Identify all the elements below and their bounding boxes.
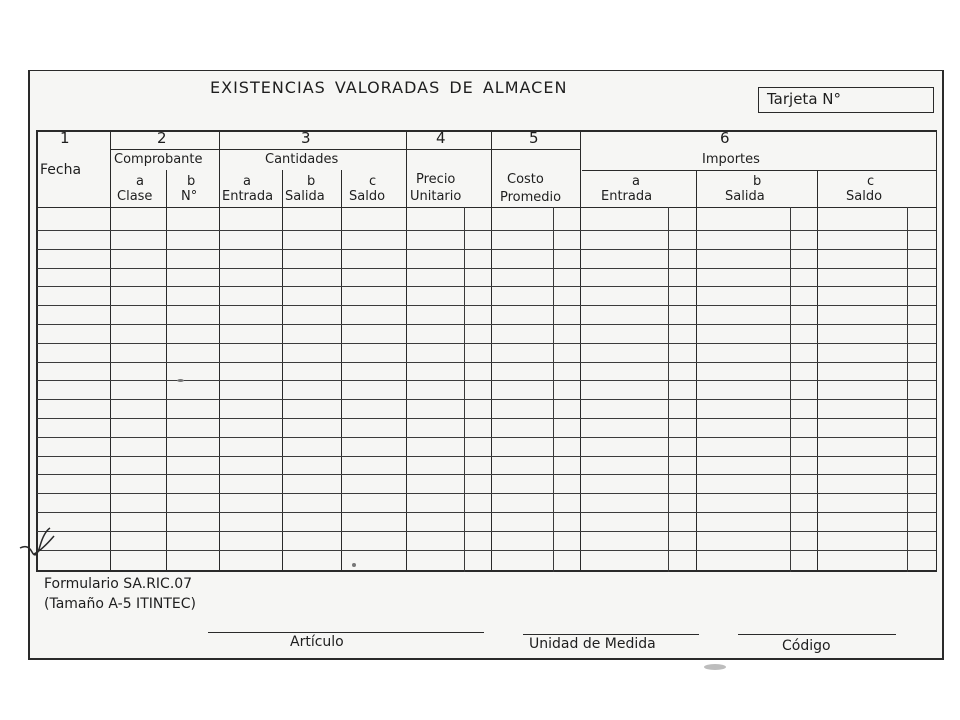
unit-label: Unidad de Medida	[529, 636, 656, 652]
ledger-row-line[interactable]	[37, 362, 936, 363]
column-number: 1	[60, 129, 70, 147]
subcolumn-header-saldo: Saldo	[846, 189, 883, 204]
article-line[interactable]	[208, 632, 484, 633]
subcolumn-header-entrada: Entrada	[222, 189, 274, 204]
column-header-costo: Costo	[507, 172, 544, 187]
column-number: 4	[436, 129, 446, 147]
ledger-row-line[interactable]	[37, 268, 936, 269]
subcolumn-header-clase: Clase	[117, 189, 153, 204]
column-header-comprobante: Comprobante	[114, 152, 203, 167]
cents-divider	[907, 207, 908, 572]
column-header-importes: Importes	[702, 152, 760, 167]
form-size-note: (Tamaño A-5 ITINTEC)	[44, 596, 196, 612]
ledger-row-line[interactable]	[37, 249, 936, 250]
ledger-row-line[interactable]	[37, 380, 936, 381]
header-bottom-line	[37, 207, 936, 208]
ledger-row-line[interactable]	[37, 493, 936, 494]
card-number-field[interactable]: Tarjeta N°	[758, 87, 934, 113]
cents-divider	[790, 207, 791, 572]
subcolumn-letter: b	[187, 174, 196, 189]
column-header-precio: Precio	[416, 172, 456, 187]
subcolumn-header-numero: N°	[181, 189, 198, 204]
ledger-row-line[interactable]	[37, 343, 936, 344]
ledger-row-line[interactable]	[37, 437, 936, 438]
subcolumn-letter: b	[307, 174, 316, 189]
column-header-cantidades: Cantidades	[265, 152, 339, 167]
ledger-row-line[interactable]	[37, 305, 936, 306]
ledger-row-line[interactable]	[37, 456, 936, 457]
subcolumn-letter: a	[632, 174, 640, 189]
ledger-row-line[interactable]	[37, 230, 936, 231]
ledger-row-line[interactable]	[37, 399, 936, 400]
subcolumn-header-salida: Salida	[725, 189, 765, 204]
ledger-row-line[interactable]	[37, 512, 936, 513]
ledger-row-line[interactable]	[37, 531, 936, 532]
column-number: 3	[301, 129, 311, 147]
scribble-mark-icon	[14, 522, 62, 564]
form-code: Formulario SA.RIC.07	[44, 576, 193, 592]
subcolumn-letter: a	[136, 174, 144, 189]
column-divider	[491, 130, 492, 572]
column-header-fecha: Fecha	[40, 162, 82, 178]
code-label: Código	[782, 638, 831, 654]
column-divider	[406, 130, 407, 572]
unit-line[interactable]	[523, 634, 699, 635]
subcolumn-header-entrada: Entrada	[601, 189, 653, 204]
article-label: Artículo	[290, 634, 344, 650]
column-divider	[110, 130, 111, 572]
subcolumn-letter: b	[753, 174, 762, 189]
ink-dot	[177, 379, 184, 382]
ledger-row-line[interactable]	[37, 286, 936, 287]
ledger-row-line[interactable]	[37, 550, 936, 551]
subcolumn-header-saldo: Saldo	[349, 189, 386, 204]
form-title: EXISTENCIAS VALORADAS DE ALMACEN	[210, 78, 568, 97]
column-divider	[219, 130, 220, 572]
ledger-row-line[interactable]	[37, 324, 936, 325]
column-header-unitario: Unitario	[410, 189, 462, 204]
subcolumn-letter: c	[867, 174, 875, 189]
ledger-table	[36, 130, 937, 572]
subcolumn-header-salida: Salida	[285, 189, 325, 204]
header-divider	[110, 149, 580, 150]
column-divider	[580, 130, 581, 572]
column-number: 6	[720, 129, 730, 147]
column-number: 2	[157, 129, 167, 147]
cents-divider	[553, 207, 554, 572]
paper-smudge	[704, 664, 726, 670]
subcolumn-letter: c	[369, 174, 377, 189]
column-number: 5	[529, 129, 539, 147]
cents-divider	[668, 207, 669, 572]
column-header-promedio: Promedio	[500, 190, 562, 205]
cents-divider	[464, 207, 465, 572]
header-divider	[582, 170, 936, 171]
ledger-row-line[interactable]	[37, 474, 936, 475]
ink-dot	[352, 563, 356, 567]
subcolumn-letter: a	[243, 174, 251, 189]
code-line[interactable]	[738, 634, 896, 635]
ledger-row-line[interactable]	[37, 418, 936, 419]
